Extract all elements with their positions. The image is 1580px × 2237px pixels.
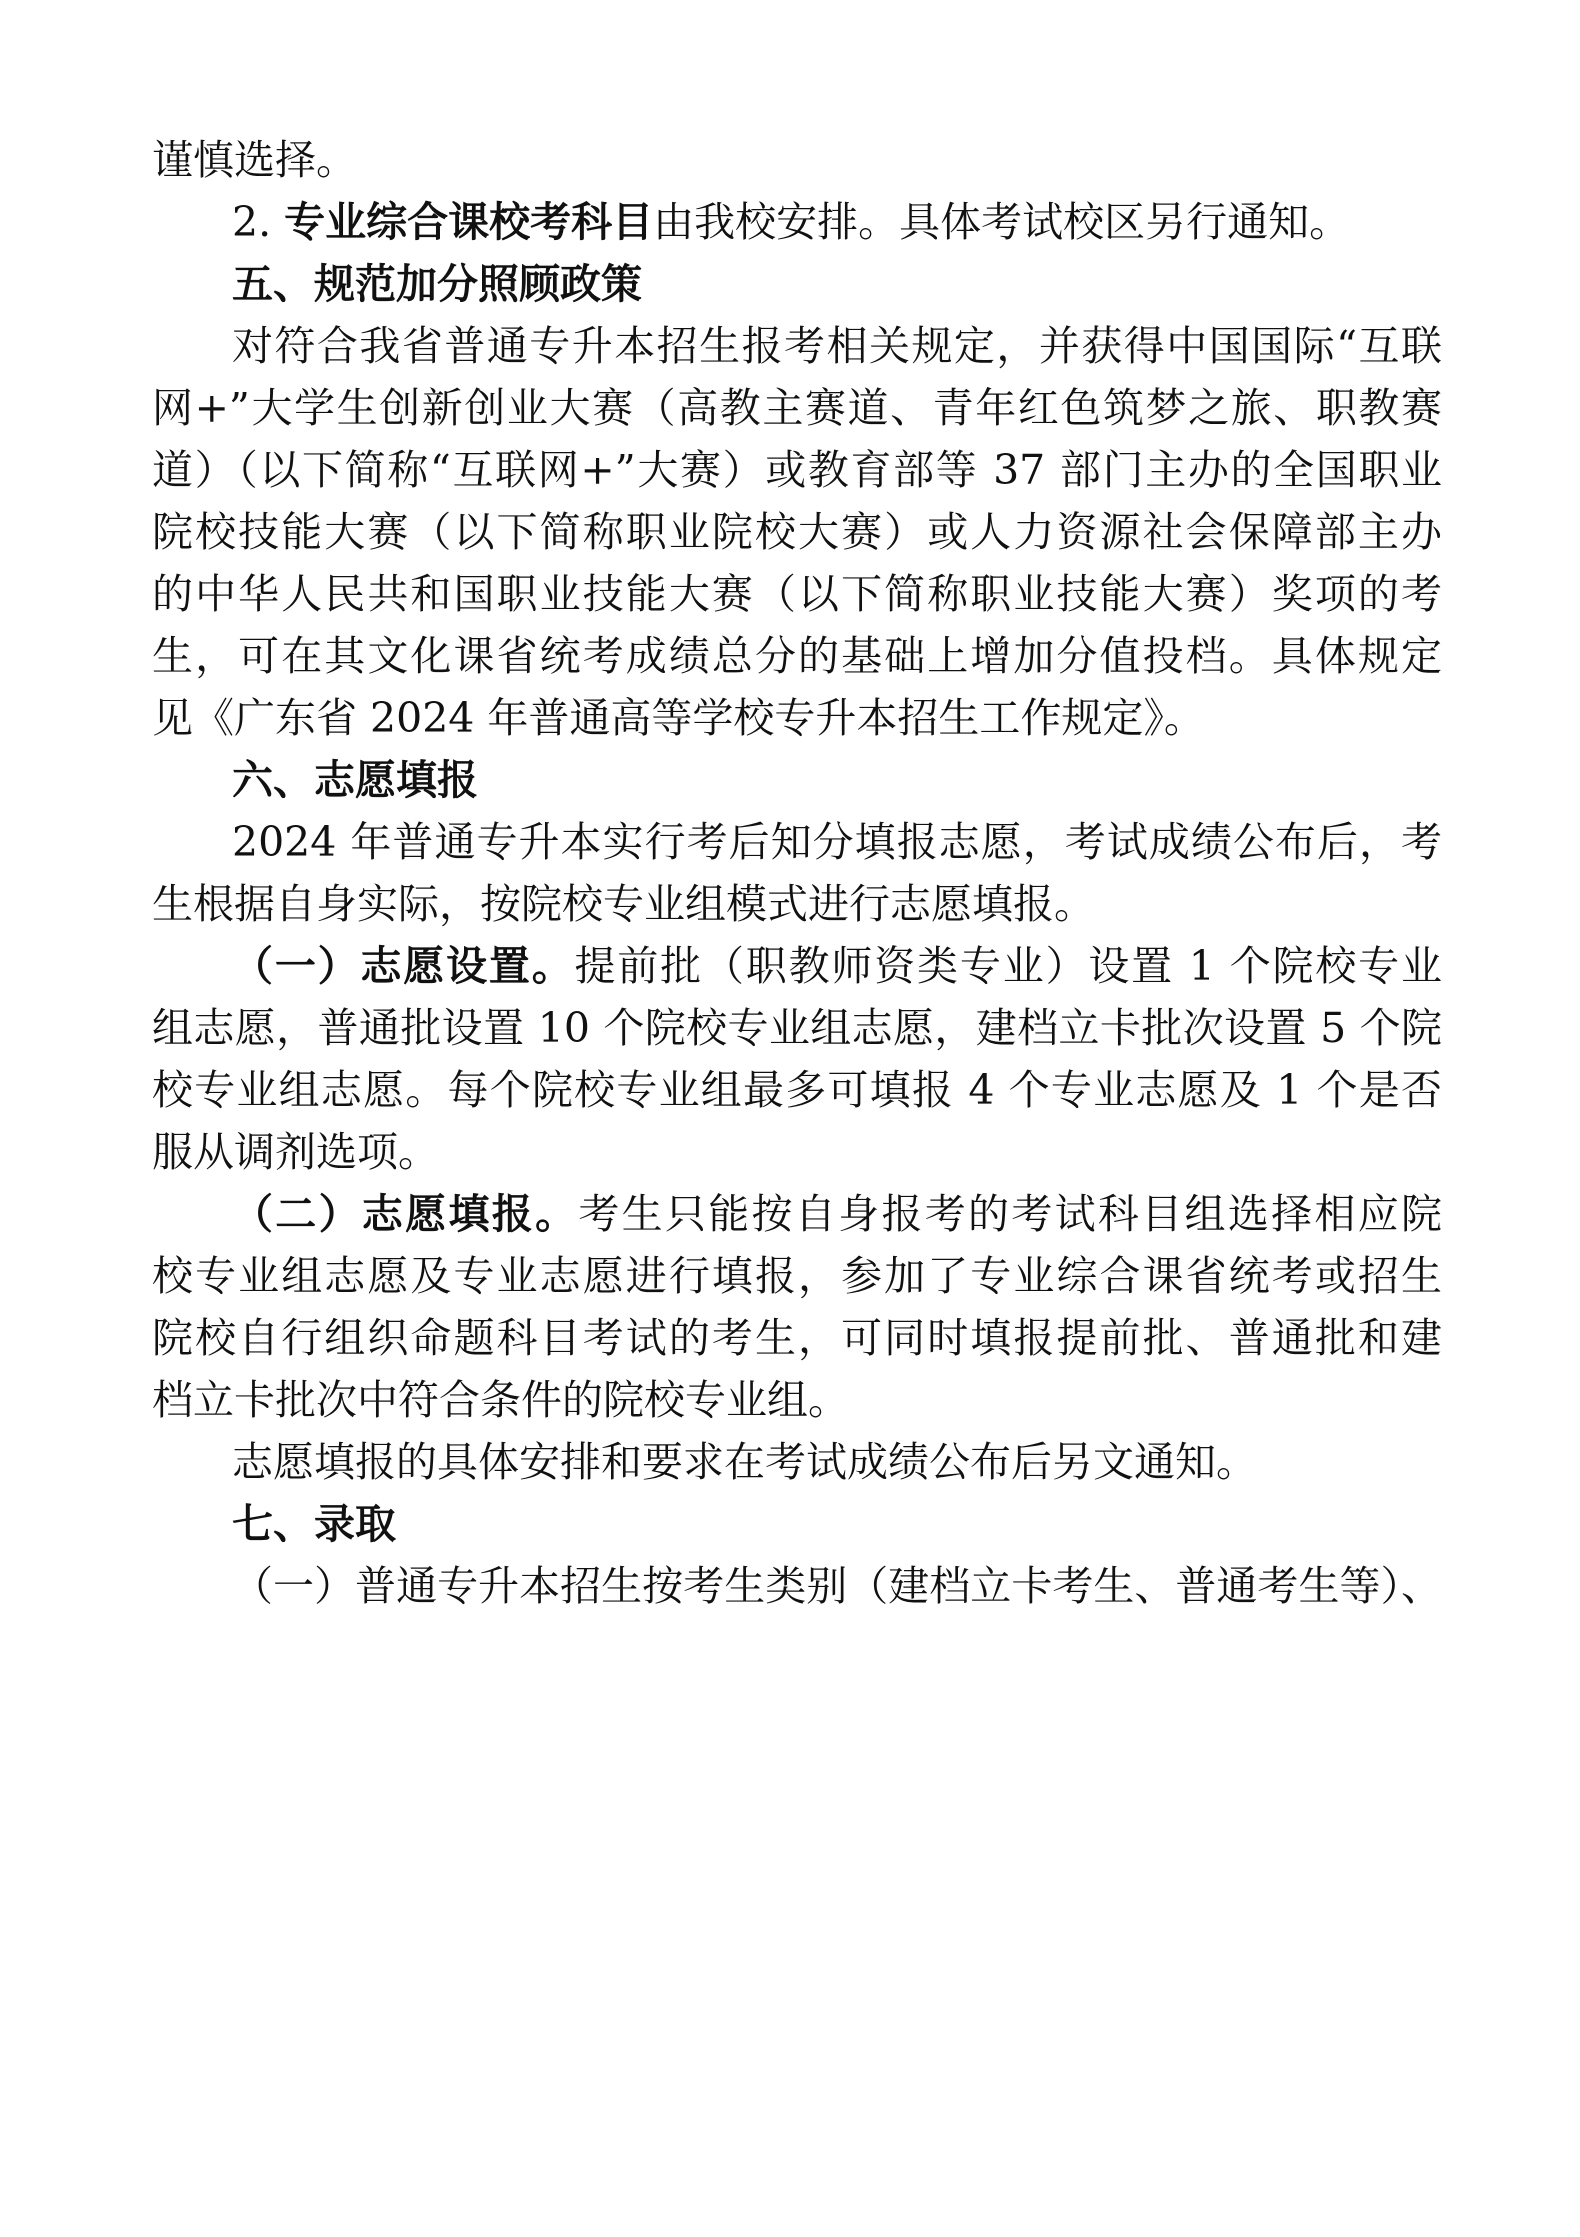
paragraph-line: 档立卡批次中符合条件的院校专业组。: [152, 1376, 849, 1424]
paragraph-line: 道）（以下简称“互联网+”大赛）或教育部等 37 部门主办的全国职业: [152, 446, 1442, 494]
section-heading: 五、规范加分照顾政策: [232, 260, 642, 308]
paragraph-line: 2024 年普通专升本实行考后知分填报志愿，考试成绩公布后，考: [232, 818, 1442, 866]
paragraph-line: 见《广东省 2024 年普通高等学校专升本招生工作规定》。: [152, 694, 1205, 742]
bold-phrase: 专业综合课校考科目: [284, 198, 654, 246]
inline-text: 提前批（职教师资类专业）设置 1 个院校专业: [574, 942, 1442, 990]
section-heading: 六、志愿填报: [232, 756, 478, 804]
paragraph-line: 院校自行组织命题科目考试的考生，可同时填报提前批、普通批和建: [152, 1314, 1442, 1362]
paragraph-line: 服从调剂选项。: [152, 1128, 439, 1176]
paragraph-line: 生，可在其文化课省统考成绩总分的基础上增加分值投档。具体规定: [152, 632, 1442, 680]
paragraph-line: [232, 1186, 1442, 1242]
paragraph-line: 谨慎选择。: [152, 136, 357, 184]
paragraph-line: 校专业组志愿及专业志愿进行填报，参加了专业综合课省统考或招生: [152, 1252, 1442, 1300]
paragraph-line: 院校技能大赛（以下简称职业院校大赛）或人力资源社会保障部主办: [152, 508, 1442, 556]
paragraph-line: 网+”大学生创新创业大赛（高教主赛道、青年红色筑梦之旅、职教赛: [152, 384, 1442, 432]
bold-phrase: （一）志愿设置。: [232, 942, 575, 990]
section-heading: 七、录取: [232, 1500, 396, 1548]
paragraph-line: 对符合我省普通专升本招生报考相关规定，并获得中国国际“互联: [232, 322, 1442, 370]
paragraph-line: 校专业组志愿。每个院校专业组最多可填报 4 个专业志愿及 1 个是否: [152, 1066, 1442, 1114]
paragraph-line: 志愿填报的具体安排和要求在考试成绩公布后另文通知。: [232, 1438, 1257, 1486]
paragraph-line: 的中华人民共和国职业技能大赛（以下简称职业技能大赛）奖项的考: [152, 570, 1442, 618]
bold-phrase: （二）志愿填报。: [232, 1190, 579, 1238]
paragraph-line: [232, 938, 1442, 994]
inline-text: 由我校安排。具体考试校区另行通知。: [653, 198, 1351, 246]
list-number: 2.: [232, 198, 285, 246]
paragraph-line: [232, 194, 1442, 250]
paragraph-line: 组志愿，普通批设置 10 个院校专业组志愿，建档立卡批次设置 5 个院: [152, 1004, 1442, 1052]
inline-text: 考生只能按自身报考的考试科目组选择相应院: [578, 1190, 1442, 1238]
paragraph-line: （一）普通专升本招生按考生类别（建档立卡考生、普通考生等）、: [232, 1562, 1442, 1610]
paragraph-line: 生根据自身实际，按院校专业组模式进行志愿填报。: [152, 880, 1095, 928]
